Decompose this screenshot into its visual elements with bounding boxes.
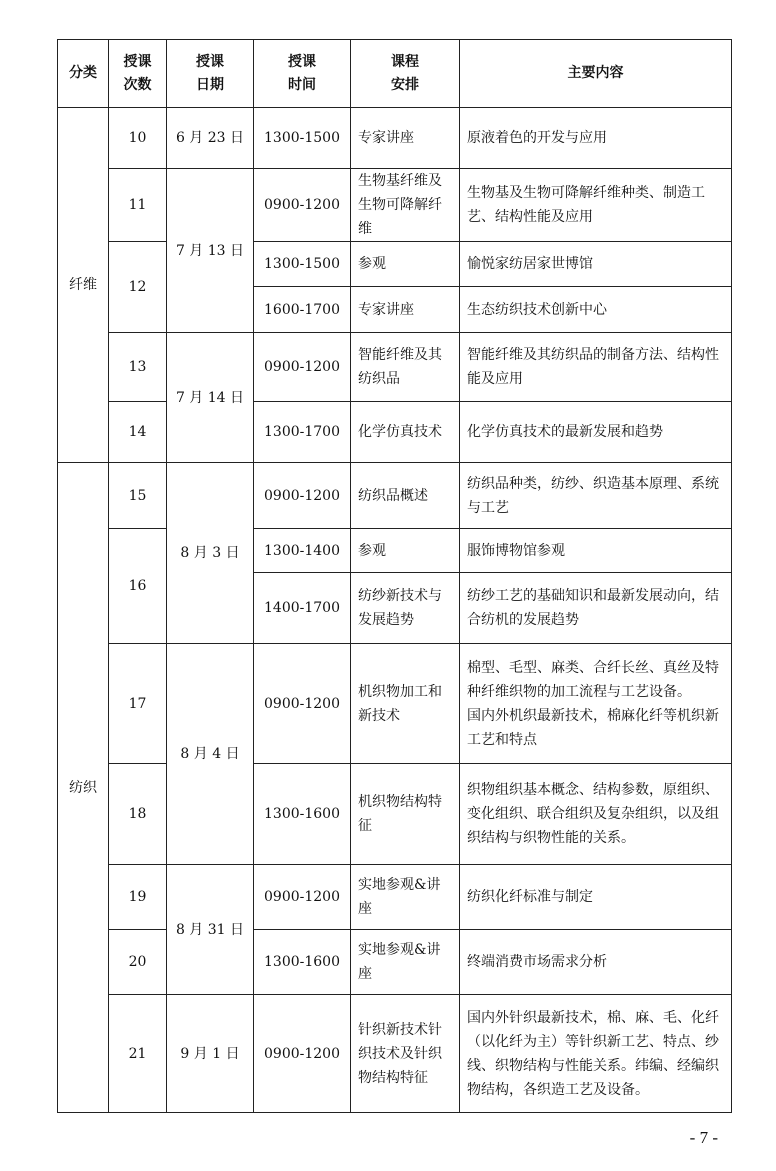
- course-cell: 纺织品概述: [351, 463, 460, 529]
- content-cell: 纺纱工艺的基础知识和最新发展动向，结合纺机的发展趋势: [460, 573, 732, 644]
- page-number: - 7 -: [689, 1128, 718, 1147]
- header-date: [167, 40, 254, 108]
- date-cell: 8 月 3 日: [167, 463, 254, 644]
- date-cell: 8 月 4 日: [167, 644, 254, 865]
- session-cell: 17: [109, 644, 167, 764]
- session-cell: 19: [109, 865, 167, 930]
- time-cell: 0900-1200: [254, 169, 351, 242]
- session-cell: 20: [109, 930, 167, 995]
- header-course: [351, 40, 460, 108]
- content-paragraph: 棉型、毛型、麻类、合纤长丝、真丝及特种纤维织物的加工流程与工艺设备。: [467, 659, 719, 700]
- content-cell: 纺织品种类，纺纱、织造基本原理、系统与工艺: [460, 463, 732, 529]
- table-row: [58, 108, 732, 169]
- time-cell: 1300-1400: [254, 529, 351, 573]
- time-cell: 1300-1500: [254, 242, 351, 287]
- content-cell: 织物组织基本概念、结构参数，原组织、变化组织、联合组织及复杂组织，以及组织结构与织物性能的关系。: [460, 764, 732, 865]
- table-row: [58, 529, 732, 573]
- table-row: [58, 995, 732, 1113]
- header-time: [254, 40, 351, 108]
- time-cell: 1300-1600: [254, 930, 351, 995]
- header-date-line2: 日期: [196, 76, 224, 93]
- header-row: [58, 40, 732, 108]
- header-time-line2: 时间: [288, 76, 316, 93]
- course-cell: 参观: [351, 529, 460, 573]
- course-cell: 智能纤维及其纺织品: [351, 333, 460, 402]
- date-cell: 7 月 13 日: [167, 169, 254, 333]
- date-cell: 8 月 31 日: [167, 865, 254, 995]
- session-cell: 12: [109, 242, 167, 333]
- content-cell: 纺织化纤标准与制定: [460, 865, 732, 930]
- time-cell: 0900-1200: [254, 463, 351, 529]
- time-cell: 0900-1200: [254, 333, 351, 402]
- content-cell: 国内外针织最新技术，棉、麻、毛、化纤（以化纤为主）等针织新工艺、特点、纱线、织物结构与性能关系。纬编、经编织物结构，各织造工艺及设备。: [460, 995, 732, 1113]
- table-row: [58, 169, 732, 242]
- course-cell: 专家讲座: [351, 108, 460, 169]
- session-cell: 10: [109, 108, 167, 169]
- time-cell: 1300-1500: [254, 108, 351, 169]
- course-cell: 专家讲座: [351, 287, 460, 333]
- time-cell: 1600-1700: [254, 287, 351, 333]
- content-cell: 生态纺织技术创新中心: [460, 287, 732, 333]
- session-cell: 18: [109, 764, 167, 865]
- course-cell: 实地参观&讲座: [351, 865, 460, 930]
- content-cell: [460, 644, 732, 764]
- session-cell: 13: [109, 333, 167, 402]
- content-cell: 化学仿真技术的最新发展和趋势: [460, 402, 732, 463]
- session-cell: 11: [109, 169, 167, 242]
- content-paragraph: 国内外机织最新技术，棉麻化纤等机织新工艺和特点: [467, 707, 719, 748]
- time-cell: 1400-1700: [254, 573, 351, 644]
- header-time-line1: 授课: [288, 53, 316, 70]
- header-session-line1: 授课: [123, 53, 152, 70]
- course-cell: 化学仿真技术: [351, 402, 460, 463]
- content-cell: 原液着色的开发与应用: [460, 108, 732, 169]
- time-cell: 1300-1700: [254, 402, 351, 463]
- course-cell: 机织物加工和新技术: [351, 644, 460, 764]
- content-cell: 终端消费市场需求分析: [460, 930, 732, 995]
- header-content: 主要内容: [460, 40, 732, 108]
- content-cell: 智能纤维及其纺织品的制备方法、结构性能及应用: [460, 333, 732, 402]
- course-cell: 纺纱新技术与发展趋势: [351, 573, 460, 644]
- content-cell: 愉悦家纺居家世博馆: [460, 242, 732, 287]
- table-row: [58, 764, 732, 865]
- content-cell: 服饰博物馆参观: [460, 529, 732, 573]
- table-row: [58, 930, 732, 995]
- schedule-table: [57, 39, 732, 1113]
- table-row: [58, 463, 732, 529]
- date-cell: 6 月 23 日: [167, 108, 254, 169]
- table-row: [58, 333, 732, 402]
- header-session: [109, 40, 167, 108]
- time-cell: 0900-1200: [254, 995, 351, 1113]
- date-cell: 9 月 1 日: [167, 995, 254, 1113]
- session-cell: 14: [109, 402, 167, 463]
- content-cell: 生物基及生物可降解纤维种类、制造工艺、结构性能及应用: [460, 169, 732, 242]
- course-cell: 参观: [351, 242, 460, 287]
- session-cell: 21: [109, 995, 167, 1113]
- course-cell: 生物基纤维及生物可降解纤维: [351, 169, 460, 242]
- category-cell-fiber: 纤维: [58, 108, 109, 463]
- category-cell-textile: 纺织: [58, 463, 109, 1113]
- time-cell: 0900-1200: [254, 865, 351, 930]
- time-cell: 1300-1600: [254, 764, 351, 865]
- header-session-line2: 次数: [123, 76, 152, 93]
- course-cell: 实地参观&讲座: [351, 930, 460, 995]
- header-date-line1: 授课: [196, 53, 224, 70]
- time-cell: 0900-1200: [254, 644, 351, 764]
- date-cell: 7 月 14 日: [167, 333, 254, 463]
- course-cell: 针织新技术针织技术及针织物结构特征: [351, 995, 460, 1113]
- course-cell: 机织物结构特征: [351, 764, 460, 865]
- table-row: [58, 865, 732, 930]
- session-cell: 16: [109, 529, 167, 644]
- session-cell: 15: [109, 463, 167, 529]
- header-course-line2: 安排: [391, 76, 419, 93]
- table-row: [58, 644, 732, 764]
- header-category: 分类: [58, 40, 109, 108]
- table-row: [58, 402, 732, 463]
- table-row: [58, 242, 732, 287]
- header-course-line1: 课程: [391, 53, 419, 70]
